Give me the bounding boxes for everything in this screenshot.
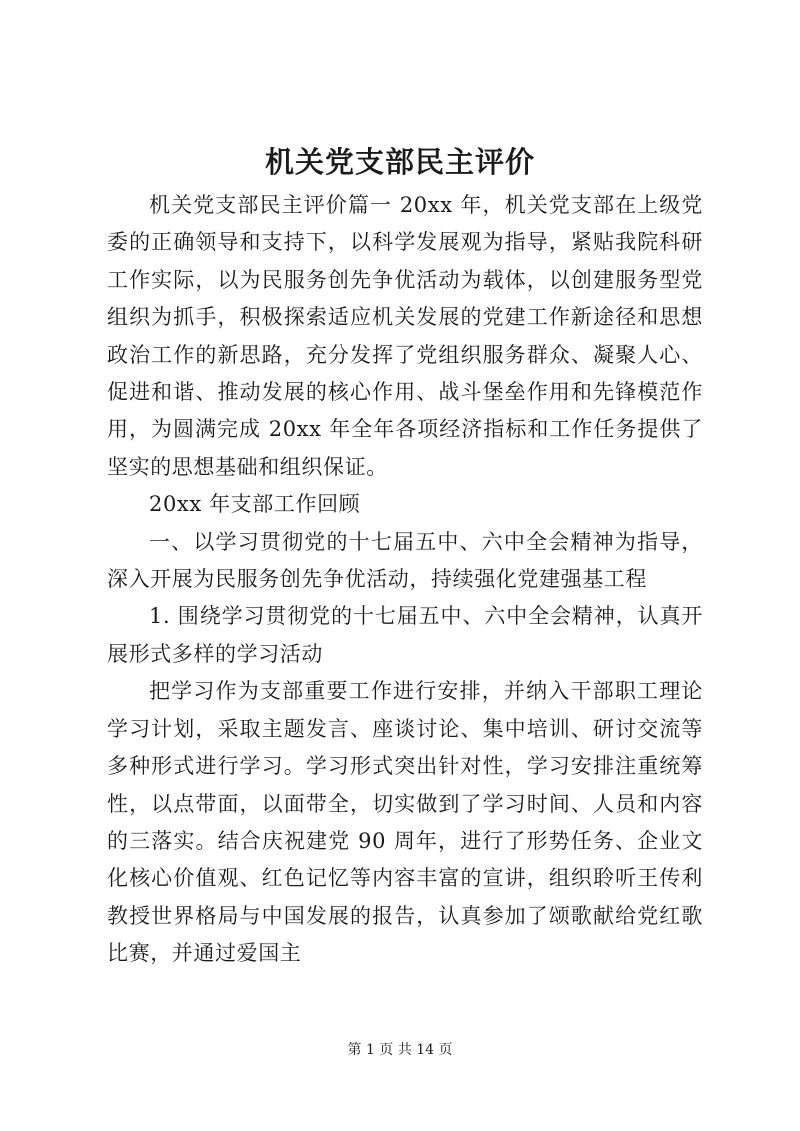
paragraph-part-one-heading: 一、以学习贯彻党的十七届五中、六中全会精神为指导，深入开展为民服务创先争优活动，持续强化党建强基工程 <box>107 529 703 592</box>
paragraph-study-details: 把学习作为支部重要工作进行安排，并纳入干部职工理论学习计划，采取主题发言、座谈讨论、集中培训、研讨交流等多种形式进行学习。学习形式突出针对性，学习安排注重统筹性，以点带面，以面带全，切实做到了学习时间、人员和内容的三落实。结合庆祝建党 90 周年，进行了形势任务、企业文化核心价值观、红色记忆等内容丰富的宣讲，组织聆听王传利教授世界格局与中国发展的报告，认真参加了颂歌献给党红歌比赛，并通过爱国主 <box>107 679 703 966</box>
document-title: 机关党支部民主评价 <box>264 145 535 179</box>
document-body <box>107 187 703 973</box>
paragraph-intro: 机关党支部民主评价篇一 20xx 年，机关党支部在上级党委的正确领导和支持下，以科学发展观为指导，紧贴我院科研工作实际，以为民服务创先争优活动为载体，以创建服务型党组织为抓手，积极探索适应机关发展的党建工作新途径和思想政治工作的新思路，充分发挥了党组织服务群众、凝聚人心、促进和谐、推动发展的核心作用、战斗堡垒作用和先锋模范作用，为圆满完成 20xx 年全年各项经济指标和工作任务提供了坚实的思想基础和组织保证。 <box>107 193 703 479</box>
paragraph-item-one-heading: 1. 围绕学习贯彻党的十七届五中、六中全会精神，认真开展形式多样的学习活动 <box>107 604 703 666</box>
page-number-footer: 第 1 页 共 14 页 <box>347 1042 453 1058</box>
paragraph-section-heading: 20xx 年支部工作回顾 <box>149 492 361 517</box>
